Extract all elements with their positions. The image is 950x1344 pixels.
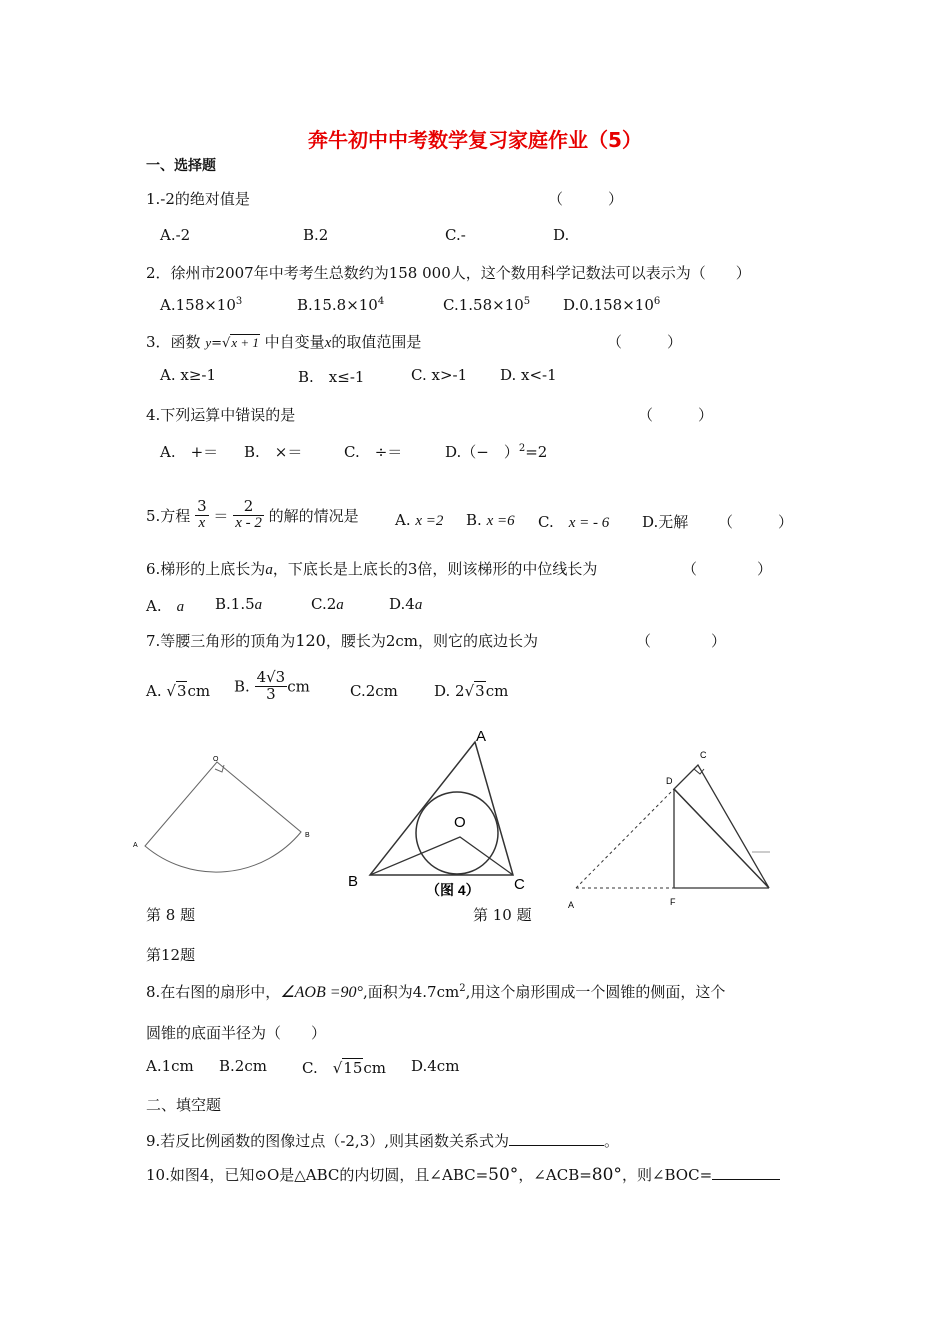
figure-10-incircle xyxy=(340,725,540,900)
q10-stem: 10.如图4，已知⊙O是△ABC的内切圆，且∠ABC=50°，∠ACB=80°，则∠BOC= xyxy=(146,1164,780,1185)
q3-answer-paren: （ ） xyxy=(607,333,683,351)
q4-stem: 4.下列运算中错误的是 xyxy=(146,406,296,424)
q1-option-b: B.2 xyxy=(303,226,329,244)
q10-answer-blank xyxy=(712,1165,780,1180)
q1-option-d: D. xyxy=(553,226,570,244)
fig8-label-o: O xyxy=(213,756,219,763)
figure-8-sector xyxy=(125,750,325,900)
q1-option-c: C.- xyxy=(445,226,466,244)
q9-answer-blank xyxy=(509,1131,604,1146)
fig10-caption: （图 4） xyxy=(426,882,480,898)
q1-stem: 1.-2的绝对值是 xyxy=(146,190,250,208)
fig12-label-a: A xyxy=(568,900,575,910)
q2-option-b: $B.15.8\times 10^4$ xyxy=(297,296,385,314)
q7-stem: 7.等腰三角形的顶角为120，腰长为2cm，则它的底边长为 xyxy=(146,631,539,650)
q4-option-b: B. ×＝ xyxy=(244,443,303,461)
caption-question-10: 第 10 题 xyxy=(473,906,532,924)
q6-option-a: A. a xyxy=(146,597,185,615)
q7-option-c: C.2cm xyxy=(350,682,398,700)
q8-option-a: A.1cm xyxy=(146,1057,194,1075)
q6-option-b: B.1.5a xyxy=(215,595,263,613)
q2-option-d: $D.0.158\times 10^6$ xyxy=(563,296,661,314)
q4-option-a: A. +＝ xyxy=(160,443,219,461)
fig12-label-f: F xyxy=(670,897,676,907)
q8-stem-line2: 圆锥的底面半径为（ ） xyxy=(146,1024,327,1042)
q4-answer-paren: （ ） xyxy=(638,406,714,424)
section-fill-heading: 二、填空题 xyxy=(146,1096,222,1114)
q5-option-d: D.无解 xyxy=(642,513,689,531)
q7-option-d: D. 2√3cm xyxy=(434,682,509,700)
q6-answer-paren: （ ） xyxy=(682,560,773,578)
q7-answer-paren: （ ） xyxy=(636,632,727,650)
q3-option-d: D. x<-1 xyxy=(500,366,557,384)
q6-option-d: D.4a xyxy=(389,595,423,613)
caption-question-12: 第12题 xyxy=(146,946,196,964)
section-choice-heading: 一、选择题 xyxy=(146,158,216,174)
q2-option-a: $A.158\times 10^3$ xyxy=(160,296,243,314)
q7-option-a: A. √3cm xyxy=(146,682,211,700)
q5-option-a: A. x =2 xyxy=(395,511,444,529)
q8-option-b: B.2cm xyxy=(219,1057,267,1075)
q5-stem: 5.方程 $\frac{3}{x}$ ＝ $\frac{2}{x - 2}$ 的解的情况是 xyxy=(146,497,359,531)
fig10-label-b: B xyxy=(348,873,359,890)
fig10-label-c: C xyxy=(514,876,525,893)
q2-option-c: $C.1.58\times 10^5$ xyxy=(443,296,531,314)
q5-option-b: B. x =6 xyxy=(466,511,515,529)
fig8-label-b: B xyxy=(305,832,310,839)
fig10-label-a: A xyxy=(476,728,487,745)
q8-option-c: C. √15cm xyxy=(302,1059,386,1077)
caption-question-8: 第 8 题 xyxy=(146,906,196,924)
fig8-label-a: A xyxy=(133,842,138,849)
q8-option-d: D.4cm xyxy=(411,1057,460,1075)
fig12-label-d: D xyxy=(666,776,673,786)
q5-option-c: C. x = - 6 xyxy=(538,513,610,531)
q3-option-a: A. x≥-1 xyxy=(160,366,217,384)
q3-option-b: B. x≤-1 xyxy=(298,368,365,386)
q7-option-b: B. $\frac{4√3}{3}$ cm xyxy=(234,668,310,703)
q2-stem: 2．徐州市2007年中考考生总数约为158 000人，这个数用科学记数法可以表示为（ ） xyxy=(146,264,751,282)
fig10-label-o: O xyxy=(454,814,466,831)
q8-stem: 8.在右图的扇形中，∠AOB =90°,面积为$4.7cm^2$,用这个扇形围成一个圆锥的侧面，这个 xyxy=(146,983,726,1001)
q3-option-c: C. x>-1 xyxy=(411,366,468,384)
q5-answer-paren: （ ） xyxy=(718,513,794,531)
figure-12-triangle xyxy=(560,740,785,915)
q3-stem: 3．函数 y=√x + 1 中自变量x的取值范围是 xyxy=(146,333,422,351)
q6-stem: 6.梯形的上底长为a，下底长是上底长的3倍，则该梯形的中位线长为 xyxy=(146,560,598,578)
q1-option-a: A.-2 xyxy=(160,226,191,244)
page-title: 奔牛初中中考数学复习家庭作业（5） xyxy=(308,128,642,152)
fig12-label-c: C xyxy=(700,750,707,760)
q9-stem: 9.若反比例函数的图像过点（-2,3）,则其函数关系式为 。 xyxy=(146,1132,620,1150)
q4-option-c: C. ÷＝ xyxy=(344,443,403,461)
q1-answer-paren: （ ） xyxy=(548,190,624,208)
q6-option-c: C.2a xyxy=(311,595,344,613)
q4-option-d: D.（− ）$^2$=2 xyxy=(445,443,548,461)
